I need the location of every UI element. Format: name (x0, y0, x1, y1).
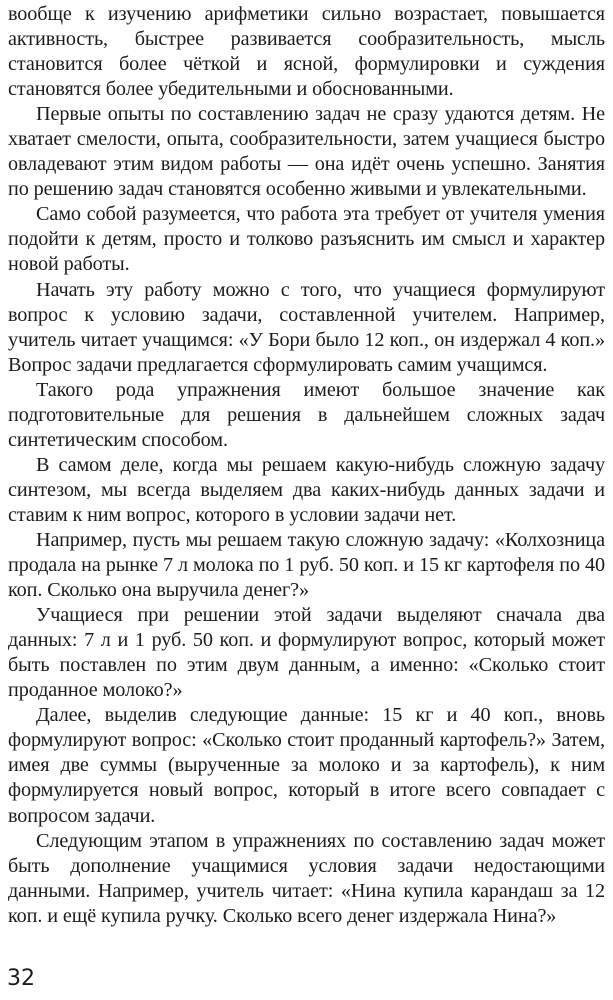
paragraph: Следующим этапом в упражнениях по составлению задач может быть дополнение учащимися условия задачи недостающими данными. Например, учитель читает: «Нина купила карандаш за 12 коп. и ещё купила ручку. Сколько всего денег издержала Нина?» (8, 829, 605, 927)
paragraph: Например, пусть мы решаем такую сложную задачу: «Колхозница продала на рынке 7 л молока по 1 руб. 50 коп. и 15 кг картофеля по 40 коп. Сколько она выручила денег?» (8, 528, 605, 602)
paragraph: Учащиеся при решении этой задачи выделяют сначала два данных: 7 л и 1 руб. 50 коп. и формулируют вопрос, который может быть поставлен по этим двум данным, а именно: «Сколько стоит проданное молоко?» (8, 604, 605, 702)
paragraph: Далее, выделив следующие данные: 15 кг и 40 коп., вновь формулируют вопрос: «Сколько стоит проданный картофель?» Затем, имея две суммы (вырученные за молоко и за картофель), к ним формулируется новый вопрос, который в итоге всего совпадает с вопросом задачи. (8, 704, 605, 827)
paragraph: Первые опыты по составлению задач не сразу удаются детям. Не хватает смелости, опыта, сообразительности, затем учащиеся быстро овладевают этим видом работы — она идёт очень успешно. Занятия по решению задач становятся особенно живыми и увлекательными. (8, 103, 605, 201)
page-number: 32 (7, 966, 35, 991)
paragraph: В самом деле, когда мы решаем какую-нибудь сложную задачу синтезом, мы всегда выделяем два каких-нибудь данных задачи и ставим к ним вопрос, которого в условии задачи нет. (8, 453, 605, 526)
paragraph: Начать эту работу можно с того, что учащиеся формулируют вопрос к условию задачи, составленной учителем. Например, учитель читает учащимся: «У Бори было 12 коп., он издержал 4 коп.» Вопрос задачи предлагается сформулировать самим учащимся. (8, 278, 605, 376)
paragraph: Такого рода упражнения имеют большое значение как подготовительные для решения в дальнейшем сложных задач синтетическим способом. (8, 378, 605, 451)
paragraph: вообще к изучению арифметики сильно возрастает, повышается активность, быстрее развивается сообразительность, мысль становится более чёткой и ясной, формулировки и суждения становятся более убедительными и обоснованными. (8, 3, 605, 101)
body-text (8, 2, 605, 929)
paragraph: Само собой разумеется, что работа эта требует от учителя умения подойти к детям, просто и толково разъяснить им смысл и характер новой работы. (8, 203, 605, 276)
